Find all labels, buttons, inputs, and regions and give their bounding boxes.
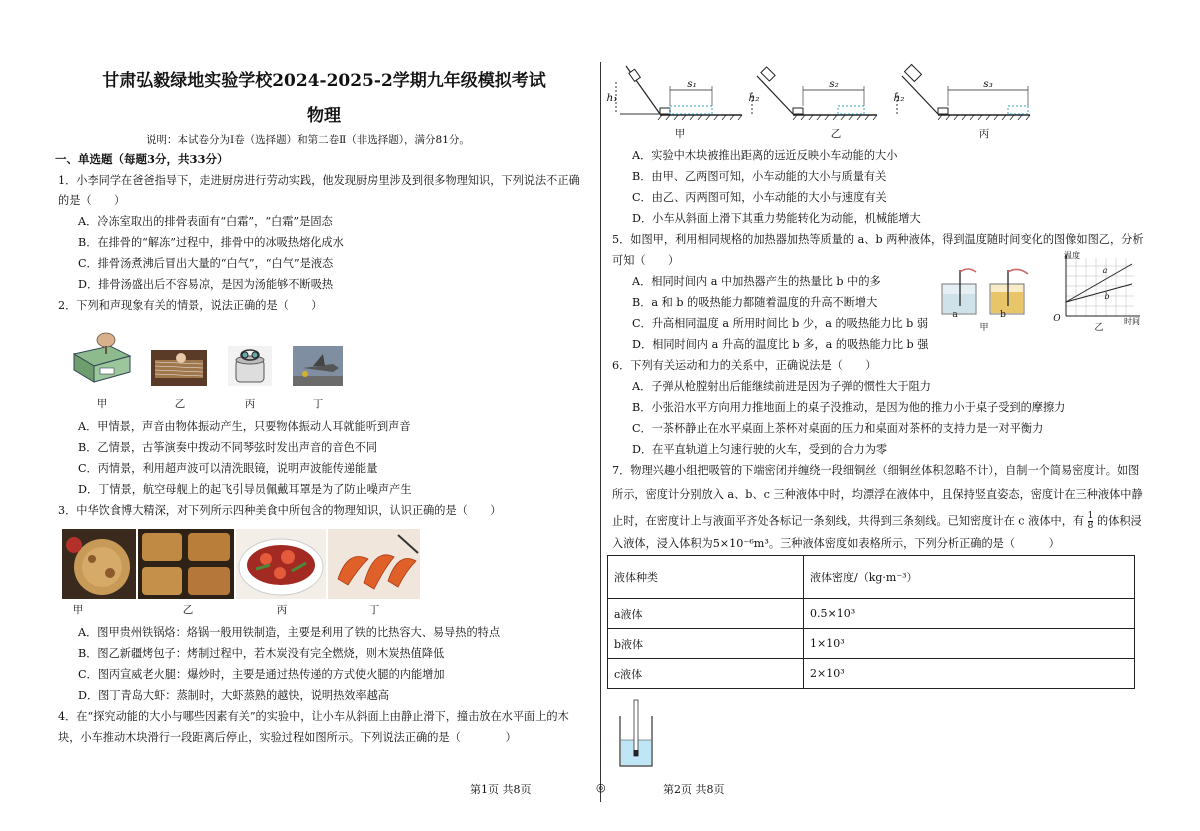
q6-option-d: D．在平直轨道上匀速行驶的火车，受到的合力为零 <box>632 443 888 456</box>
q4-caption-jia: 甲 <box>674 128 686 140</box>
q7-fraction <box>1088 512 1094 531</box>
column-divider <box>600 62 601 802</box>
q2-image-bing <box>228 346 272 386</box>
q3-option-c: C．图丙宣威老火腿：爆炒时，主要是通过热传递的方式使火腿的内能增加 <box>78 668 445 681</box>
q5-option-a: A．相同时间内 a 中加热器产生的热量比 b 中的多 <box>632 275 881 288</box>
q2-option-a: A．甲情景，声音由物体振动产生，只要物体振动人耳就能听到声音 <box>78 420 411 433</box>
q2-caption-ding: 丁 <box>312 398 324 410</box>
q2-image-jia <box>70 326 134 386</box>
q5-beaker-caption: 甲 <box>979 323 989 333</box>
q3-option-d: D．图丁青岛大虾：蒸制时，大虾蒸熟的越快，说明热效率越高 <box>78 689 390 702</box>
q3-caption-ding: 丁 <box>368 604 380 616</box>
table-header-density: 液体密度/（kg·m⁻³） <box>804 556 1135 599</box>
q2-image-yi <box>151 350 207 386</box>
table-row <box>608 599 1135 629</box>
q7-fraction-numerator: 1 <box>1087 511 1094 521</box>
q7-fraction-denominator: 8 <box>1087 521 1094 531</box>
q4-figure-jia <box>616 66 742 120</box>
q3-option-b: B．图乙新疆烤包子：烤制过程中，若木炭没有完全燃烧，则木炭热值降低 <box>78 647 445 660</box>
q7-line-3-part-a: 止时，在密度计上与液面平齐处各标记一条刻线，共得到三条刻线。已知密度计在 c 液体中，有 <box>612 514 1085 528</box>
q4-caption-yi: 乙 <box>830 128 842 140</box>
q4-s3-label: s₃ <box>983 78 993 90</box>
q3-caption-bing: 丙 <box>276 604 288 616</box>
exam-note: 说明：本试卷分为Ⅰ卷（选择题）和第二卷Ⅱ（非选择题），满分81分。 <box>146 134 470 146</box>
table-cell-liquid: c液体 <box>608 659 804 689</box>
q6-option-c: C．一茶杯静止在水平桌面上茶杯对桌面的压力和桌面对茶杯的支持力是一对平衡力 <box>632 422 1044 435</box>
footer-center-mark: ◎ <box>596 781 606 794</box>
q1-option-b: B．在排骨的“解冻”过程中，排骨中的冰吸热熔化成水 <box>78 236 344 249</box>
table-cell-density: 0.5×10³ <box>804 599 1135 629</box>
q5-option-d: D．相同时间内 a 升高的温度比 b 多，a 的吸热能力比 b 强 <box>632 338 929 351</box>
q5-beakers-figure <box>938 266 1034 316</box>
q5-beaker-a-label: a <box>952 310 958 320</box>
q2-option-b: B．乙情景，古筝演奏中拨动不同琴弦时发出声音的音色不同 <box>78 441 378 454</box>
exam-subject: 物理 <box>307 106 341 126</box>
q5-option-c: C．升高相同温度 a 所用时间比 b 少，a 的吸热能力比 b 弱 <box>632 317 929 330</box>
table-cell-liquid: a液体 <box>608 599 804 629</box>
footer-page-left: 第1页 共8页 <box>470 783 532 796</box>
q3-image-jia <box>62 529 136 599</box>
table-cell-liquid: b液体 <box>608 629 804 659</box>
q7-line-1: 7．物理兴趣小组把吸管的下端密闭并缠绕一段细铜丝（细铜丝体积忽略不计），自制一个简易密度计。如图 <box>612 464 1140 477</box>
q3-stem: 3．中华饮食博大精深，对下列所示四种美食中所包含的物理知识，认识正确的是（ ） <box>58 504 502 517</box>
q2-option-c: C．丙情景，利用超声波可以清洗眼镜，说明声波能传递能量 <box>78 462 378 475</box>
q3-image-yi <box>138 529 234 599</box>
q2-option-d: D．丁情景，航空母舰上的起飞引导员佩戴耳罩是为了防止噪声产生 <box>78 483 412 496</box>
q7-line-3-part-b: 的体积浸 <box>1096 514 1142 528</box>
q4-option-d: D．小车从斜面上滑下其重力势能转化为动能，机械能增大 <box>632 212 921 225</box>
q5-graph-xlabel: 时间 <box>1124 317 1140 326</box>
q4-h2-label-bing: h₂ <box>893 92 905 104</box>
section-heading: 一、单选题（每题3分，共33分） <box>55 152 229 166</box>
q4-option-c: C．由乙、丙两图可知，小车动能的大小与速度有关 <box>632 191 887 204</box>
q7-line-4: 入液体，浸入体积为5×10⁻⁶m³。三种液体密度如表格所示，下列分析正确的是（ ） <box>612 537 1060 550</box>
q4-s1-label: s₁ <box>687 78 697 90</box>
q7-densimeter-figure <box>616 696 656 770</box>
q5-graph-caption: 乙 <box>1094 323 1104 333</box>
table-header-liquid: 液体种类 <box>608 556 804 599</box>
q6-option-a: A．子弹从枪膛射出后能继续前进是因为子弹的惯性大于阻力 <box>632 380 931 393</box>
q5-graph-origin: O <box>1053 314 1061 324</box>
q2-image-ding <box>293 346 343 386</box>
q4-figure <box>612 62 1152 124</box>
q5-beaker-b-label: b <box>1000 310 1006 320</box>
footer-page-right: 第2页 共8页 <box>663 783 725 796</box>
q3-image-bing <box>236 529 326 599</box>
q4-s2-label: s₂ <box>829 78 839 90</box>
density-table <box>607 555 1135 689</box>
q6-option-b: B．小张沿水平方向用力推地面上的桌子没推动，是因为他的推力小于桌子受到的摩擦力 <box>632 401 1066 414</box>
q2-stem: 2．下列和声现象有关的情景，说法正确的是（ ） <box>58 299 323 312</box>
q4-stem-1: 4．在“探究动能的大小与哪些因素有关”的实验中，让小车从斜面上由静止滑下，撞击放在水平面上的木 <box>58 710 569 723</box>
q2-caption-yi: 乙 <box>174 398 186 410</box>
q1-option-d: D．排骨汤盛出后不容易凉，是因为汤能够不断吸热 <box>78 278 334 291</box>
q4-option-b: B．由甲、乙两图可知，小车动能的大小与质量有关 <box>632 170 887 183</box>
q4-h2-label-yi: h₂ <box>748 92 760 104</box>
q6-stem: 6．下列有关运动和力的关系中，正确说法是（ ） <box>612 359 877 372</box>
q1-stem-1: 1．小李同学在爸爸指导下，走进厨房进行劳动实践，他发现厨房里涉及到很多物理知识，下列说法不正确 <box>58 174 580 187</box>
table-cell-density: 1×10³ <box>804 629 1135 659</box>
exam-title: 甘肃弘毅绿地实验学校2024-2025-2学期九年级模拟考试 <box>102 71 546 91</box>
q1-option-c: C．排骨汤煮沸后冒出大量的“白气”，“白气”是液态 <box>78 257 334 270</box>
q3-image-ding <box>328 529 420 599</box>
table-cell-density: 2×10³ <box>804 659 1135 689</box>
q5-graph-line-b: b <box>1104 292 1110 301</box>
q7-line-2: 所示，密度计分别放入 a、b、c 三种液体中时，均漂浮在液体中，且保持竖直姿态，密度计在三种液体中静 <box>612 488 1143 501</box>
q5-graph-line-a: a <box>1102 266 1108 275</box>
table-row <box>608 629 1135 659</box>
q5-stem-1: 5．如图甲，利用相同规格的加热器加热等质量的 a、b 两种液体，得到温度随时间变化的图像如图乙，分析 <box>612 233 1144 246</box>
table-header-row <box>608 556 1135 599</box>
q1-option-a: A．冷冻室取出的排骨表面有“白霜”，“白霜”是固态 <box>78 215 333 228</box>
q5-graph-ylabel: 温度 <box>1064 251 1080 260</box>
q3-caption-jia: 甲 <box>72 604 84 616</box>
q4-stem-2: 块，小车推动木块滑行一段距离后停止，实验过程如图所示。下列说法正确的是（ ） <box>58 731 517 744</box>
q4-h1-label: h₁ <box>606 92 618 104</box>
q3-caption-yi: 乙 <box>182 604 194 616</box>
q4-caption-bing: 丙 <box>978 128 990 140</box>
q1-stem-2: 的是（ ） <box>58 194 126 207</box>
q7-line-3 <box>612 512 1142 531</box>
q2-caption-jia: 甲 <box>96 398 108 410</box>
q5-option-b: B．a 和 b 的吸热能力都随着温度的升高不断增大 <box>632 296 878 309</box>
table-row <box>608 659 1135 689</box>
q3-option-a: A．图甲贵州铁锅烙：烙锅一般用铁制造，主要是利用了铁的比热容大、易导热的特点 <box>78 626 501 639</box>
q2-caption-bing: 丙 <box>244 398 256 410</box>
q5-stem-2: 可知（ ） <box>612 254 680 267</box>
q4-option-a: A．实验中木块被推出距离的远近反映小车动能的大小 <box>632 149 898 162</box>
